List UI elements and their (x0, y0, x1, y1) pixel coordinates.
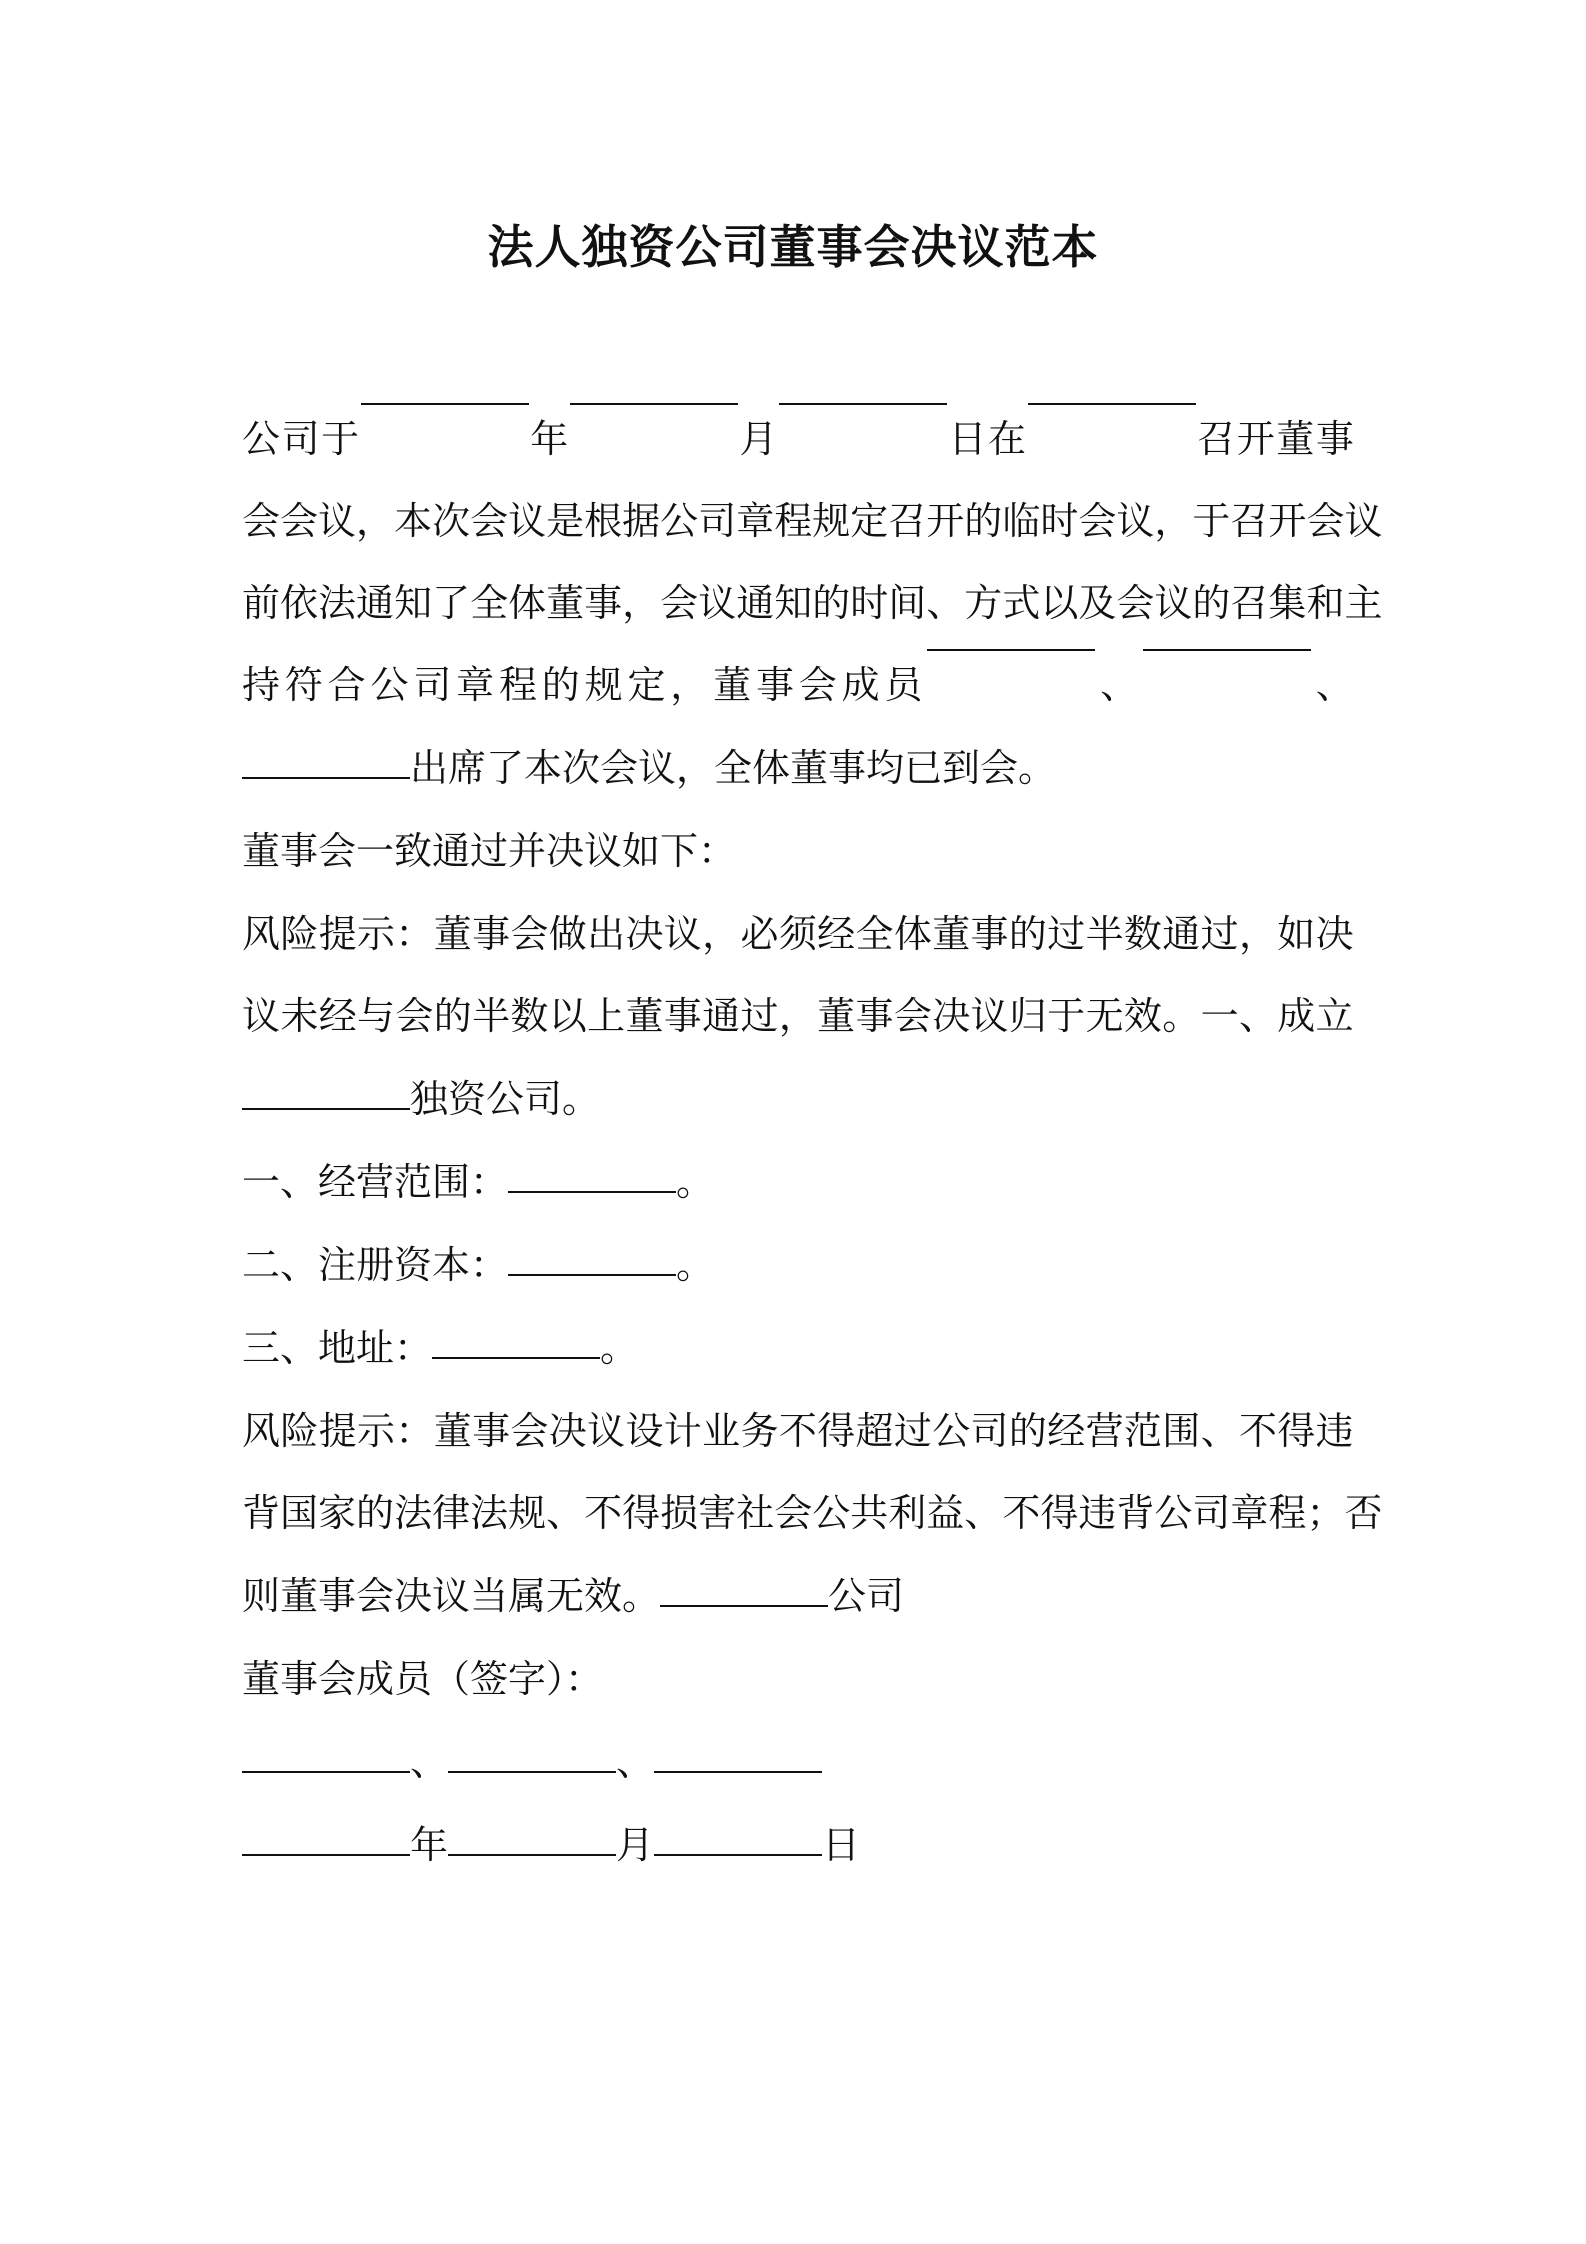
text-char: 的 (1008, 1409, 1047, 1453)
text-char: 法 (318, 581, 357, 625)
text-char: 开 (1268, 499, 1307, 543)
text-char: 开 (926, 499, 965, 543)
text-char: 。 (1162, 994, 1201, 1038)
text-char: 程 (774, 499, 813, 543)
text-char: 益 (926, 1491, 965, 1535)
item-registered-capital (242, 1230, 714, 1300)
text-segment: 一、经营范围： (242, 1160, 509, 1204)
text-char: 成 (841, 663, 880, 707)
text-char: 规 (812, 499, 851, 543)
text-char: 董 (433, 912, 472, 956)
text-char: 风 (242, 912, 281, 956)
text-char: ， (622, 581, 661, 625)
text-char: 律 (432, 1491, 471, 1535)
text-char: 过 (1047, 912, 1086, 956)
text-char: 据 (622, 499, 661, 543)
text-char: 成 (1277, 994, 1316, 1038)
text-char: ， (702, 912, 741, 956)
text-char: 、 (926, 581, 965, 625)
text-segment: 董事会一致通过并决议如下： (242, 829, 737, 873)
text-char: 提 (318, 1409, 357, 1453)
text-segment: 二、注册资本： (242, 1243, 509, 1287)
fill-in-blank (361, 402, 529, 405)
text-char: 公 (932, 1409, 971, 1453)
risk-notice-2-line-2 (242, 1478, 1383, 1548)
text-char: 得 (1040, 1491, 1079, 1535)
fill-in-blank (508, 1273, 676, 1276)
text-char: 事 (584, 581, 623, 625)
text-char: 方 (964, 581, 1003, 625)
fill-in-blank (570, 402, 738, 405)
text-char: 决 (625, 912, 664, 956)
text-char: ： (395, 912, 434, 956)
text-char: 违 (1315, 1409, 1354, 1453)
text-segment: 年 (410, 1823, 449, 1867)
text-char: 临 (1002, 499, 1041, 543)
text-char: 董 (546, 581, 585, 625)
text-char: 须 (778, 912, 817, 956)
text-char: 了 (432, 581, 471, 625)
text-char: 司 (970, 1409, 1009, 1453)
text-char: 会 (280, 499, 319, 543)
text-char: 议 (587, 1409, 626, 1453)
text-char: 会 (395, 994, 434, 1038)
fill-in-blank (242, 776, 410, 779)
text-char: 公 (812, 1491, 851, 1535)
text-segment: 、 (616, 1740, 655, 1784)
fill-in-blank (448, 1853, 616, 1856)
text-char: 事 (855, 994, 894, 1038)
text-char: 事 (970, 912, 1009, 956)
body-line-3 (242, 568, 1383, 638)
fill-in-blank (1028, 402, 1196, 405)
text-char: 事 (472, 1409, 511, 1453)
text-char: 的 (541, 663, 580, 707)
text-char: 根 (584, 499, 623, 543)
text-char: 于 (1192, 499, 1231, 543)
text-char: 法 (394, 1491, 433, 1535)
text-segment: 独资公司。 (410, 1077, 601, 1121)
fill-in-blank (654, 1853, 822, 1856)
text-char: 害 (698, 1491, 737, 1535)
text-char: 是 (546, 499, 585, 543)
text-char: 合 (327, 663, 366, 707)
text-char: 半 (1085, 912, 1124, 956)
fill-in-blank (508, 1190, 676, 1193)
text-char: 规 (584, 663, 623, 707)
fill-in-blank (242, 1770, 410, 1773)
text-char: 的 (1192, 581, 1231, 625)
risk-notice-1-line-1 (242, 899, 1354, 969)
text-char: 共 (850, 1491, 889, 1535)
text-char: 会 (660, 581, 699, 625)
text-char: 董 (817, 994, 856, 1038)
text-char: 立 (1315, 994, 1354, 1038)
text-char: 经 (817, 912, 856, 956)
text-char: 议 (970, 994, 1009, 1038)
text-char: 会 (1116, 581, 1155, 625)
text-char: 、 (1100, 663, 1139, 707)
text-char: 风 (242, 1409, 281, 1453)
text-char: 社 (736, 1491, 775, 1535)
text-char: ， (1154, 499, 1193, 543)
text-char: ： (395, 1409, 434, 1453)
text-char: 的 (812, 581, 851, 625)
text-char: 范 (1123, 1409, 1162, 1453)
text-char: 过 (893, 1409, 932, 1453)
text-char: 公 (1154, 1491, 1193, 1535)
text-char: 程 (1268, 1491, 1307, 1535)
text-char: 否 (1344, 1491, 1383, 1535)
risk-notice-1-line-3 (242, 1064, 600, 1134)
item-business-scope (242, 1147, 714, 1217)
text-char: 议 (1154, 581, 1193, 625)
text-char: 公 (660, 499, 699, 543)
text-segment: 日 (822, 1823, 861, 1867)
text-char: 召 (888, 499, 927, 543)
text-char: ， (356, 499, 395, 543)
text-char: 司 (698, 499, 737, 543)
fill-in-blank (927, 648, 1095, 651)
text-char: 会 (1306, 499, 1345, 543)
text-char: 超 (855, 1409, 894, 1453)
text-char: ， (670, 663, 709, 707)
fill-in-blank (432, 1356, 600, 1359)
text-char: 设 (625, 1409, 664, 1453)
document-title: 法人独资公司董事会决议范本 (487, 220, 1099, 274)
fill-in-blank (779, 402, 947, 405)
body-line-5 (242, 733, 1056, 803)
text-char: 业 (702, 1409, 741, 1453)
text-char: 在 (988, 417, 1027, 461)
text-char: 议 (242, 994, 281, 1038)
text-char: 无 (1085, 994, 1124, 1038)
text-segment: 公司 (828, 1574, 905, 1618)
fill-in-blank (660, 1604, 828, 1607)
text-char: 间 (888, 581, 927, 625)
text-char: 日 (948, 417, 987, 461)
text-char: 议 (508, 499, 547, 543)
text-char: 全 (855, 912, 894, 956)
text-char: 于 (321, 417, 360, 461)
text-char: 司 (281, 417, 320, 461)
text-char: 时 (1040, 499, 1079, 543)
resolution-intro (242, 816, 736, 886)
text-char: 符 (284, 663, 323, 707)
text-char: 年 (530, 417, 569, 461)
text-char: 计 (663, 1409, 702, 1453)
item-address (242, 1313, 638, 1383)
text-char: 出 (587, 912, 626, 956)
text-char: 利 (888, 1491, 927, 1535)
text-char: 于 (1047, 994, 1086, 1038)
text-char: 前 (242, 581, 281, 625)
text-segment: 。 (600, 1326, 639, 1370)
text-char: 不 (1002, 1491, 1041, 1535)
text-char: 事 (663, 994, 702, 1038)
text-char: 与 (357, 994, 396, 1038)
fill-in-blank (448, 1770, 616, 1773)
text-char: 会 (893, 994, 932, 1038)
text-char: 家 (318, 1491, 357, 1535)
text-char: 董 (713, 663, 752, 707)
text-char: 司 (413, 663, 452, 707)
text-char: 上 (587, 994, 626, 1038)
text-char: 本 (394, 499, 433, 543)
text-char: 依 (280, 581, 319, 625)
text-char: 定 (627, 663, 666, 707)
text-char: ， (1238, 912, 1277, 956)
text-char: 提 (318, 912, 357, 956)
text-char: 董 (932, 912, 971, 956)
text-segment: 、 (410, 1740, 449, 1784)
text-char: 议 (1116, 499, 1155, 543)
text-char: 数 (1123, 912, 1162, 956)
text-char: 规 (508, 1491, 547, 1535)
text-char: ， (778, 994, 817, 1038)
text-char: 通 (736, 581, 775, 625)
risk-notice-2-line-1 (242, 1396, 1354, 1466)
text-char: 集 (1268, 581, 1307, 625)
text-char: 通 (356, 581, 395, 625)
text-char: 知 (394, 581, 433, 625)
text-char: 公 (370, 663, 409, 707)
text-char: 事 (1315, 417, 1354, 461)
text-char: 召 (1197, 417, 1236, 461)
risk-notice-1-line-2 (242, 981, 1354, 1051)
fill-in-blank (242, 1853, 410, 1856)
text-char: 事 (755, 663, 794, 707)
text-char: 董 (1276, 417, 1315, 461)
text-char: 时 (850, 581, 889, 625)
text-char: 经 (1047, 1409, 1086, 1453)
text-char: 如 (1277, 912, 1316, 956)
text-char: 务 (740, 1409, 779, 1453)
text-char: 会 (242, 499, 281, 543)
text-char: 决 (548, 1409, 587, 1453)
text-char: 会 (1078, 499, 1117, 543)
text-char: 董 (433, 1409, 472, 1453)
text-char: 不 (1238, 1409, 1277, 1453)
text-char: 公 (242, 417, 281, 461)
text-char: 的 (1008, 912, 1047, 956)
text-char: 会 (774, 1491, 813, 1535)
date-line (242, 1810, 860, 1880)
text-char: 及 (1078, 581, 1117, 625)
text-char: 得 (1277, 1409, 1316, 1453)
text-char: 未 (280, 994, 319, 1038)
text-char: 、 (1238, 994, 1277, 1038)
text-char: 董 (625, 994, 664, 1038)
text-char: 不 (584, 1491, 623, 1535)
text-char: 司 (1192, 1491, 1231, 1535)
text-char: 违 (1078, 1491, 1117, 1535)
text-char: 议 (663, 912, 702, 956)
text-char: 会 (510, 912, 549, 956)
text-segment: 出席了本次会议，全体董事均已到会。 (410, 746, 1057, 790)
board-members-signature-label (242, 1644, 603, 1714)
text-char: 半 (472, 994, 511, 1038)
text-char: 法 (470, 1491, 509, 1535)
text-char: 知 (774, 581, 813, 625)
text-char: 、 (546, 1491, 585, 1535)
text-char: 以 (1040, 581, 1079, 625)
text-char: 得 (622, 1491, 661, 1535)
text-char: 营 (1085, 1409, 1124, 1453)
text-char: 通 (1162, 912, 1201, 956)
fill-in-blank (654, 1770, 822, 1773)
text-char: 数 (510, 994, 549, 1038)
text-char: 得 (817, 1409, 856, 1453)
text-char: 会 (798, 663, 837, 707)
text-char: 背 (242, 1491, 281, 1535)
text-char: 议 (1344, 499, 1383, 543)
body-line-4 (242, 650, 1354, 720)
text-char: 险 (280, 912, 319, 956)
text-char: 次 (432, 499, 471, 543)
text-char: ； (1306, 1491, 1345, 1535)
text-char: 和 (1306, 581, 1345, 625)
text-char: 示 (357, 1409, 396, 1453)
text-segment: 三、地址： (242, 1326, 433, 1370)
fill-in-blank (242, 1107, 410, 1110)
text-char: 程 (498, 663, 537, 707)
risk-notice-2-line-3 (242, 1561, 904, 1631)
text-char: 定 (850, 499, 889, 543)
text-char: 险 (280, 1409, 319, 1453)
text-char: 、 (1315, 663, 1354, 707)
text-char: 示 (357, 912, 396, 956)
text-char: 、 (1200, 1409, 1239, 1453)
text-char: 必 (740, 912, 779, 956)
text-segment: 则董事会决议当属无效。 (242, 1574, 661, 1618)
text-char: 召 (1230, 499, 1269, 543)
text-char: 过 (740, 994, 779, 1038)
text-char: 围 (1162, 1409, 1201, 1453)
text-char: 决 (932, 994, 971, 1038)
text-char: 员 (884, 663, 923, 707)
text-char: 体 (893, 912, 932, 956)
text-char: 章 (456, 663, 495, 707)
text-char: 的 (356, 1491, 395, 1535)
text-char: 通 (702, 994, 741, 1038)
text-char: 全 (470, 581, 509, 625)
text-segment: 月 (616, 1823, 655, 1867)
fill-in-blank (1143, 648, 1311, 651)
text-char: 开 (1236, 417, 1275, 461)
text-char: 召 (1230, 581, 1269, 625)
text-char: 损 (660, 1491, 699, 1535)
text-segment: 。 (676, 1243, 715, 1287)
text-char: 以 (548, 994, 587, 1038)
signature-blanks (242, 1727, 822, 1797)
text-char: 、 (964, 1491, 1003, 1535)
text-segment: 董事会成员（签字）： (242, 1657, 604, 1701)
text-char: 事 (472, 912, 511, 956)
text-char: 持 (242, 663, 281, 707)
text-char: 一 (1200, 994, 1239, 1038)
text-char: 做 (548, 912, 587, 956)
text-char: 决 (1315, 912, 1354, 956)
text-char: 的 (433, 994, 472, 1038)
text-char: 议 (698, 581, 737, 625)
text-char: 体 (508, 581, 547, 625)
body-line-1 (242, 404, 1354, 474)
text-char: 效 (1123, 994, 1162, 1038)
text-char: 式 (1002, 581, 1041, 625)
text-char: 主 (1344, 581, 1383, 625)
text-char: 归 (1008, 994, 1047, 1038)
body-line-2 (242, 486, 1383, 556)
text-char: 会 (470, 499, 509, 543)
text-char: 月 (739, 417, 778, 461)
text-char: 会 (510, 1409, 549, 1453)
text-char: 章 (1230, 1491, 1269, 1535)
text-char: 的 (964, 499, 1003, 543)
text-segment: 。 (676, 1160, 715, 1204)
text-char: 议 (318, 499, 357, 543)
text-char: 章 (736, 499, 775, 543)
text-char: 国 (280, 1491, 319, 1535)
text-char: 经 (318, 994, 357, 1038)
text-char: 背 (1116, 1491, 1155, 1535)
text-char: 过 (1200, 912, 1239, 956)
text-char: 不 (778, 1409, 817, 1453)
